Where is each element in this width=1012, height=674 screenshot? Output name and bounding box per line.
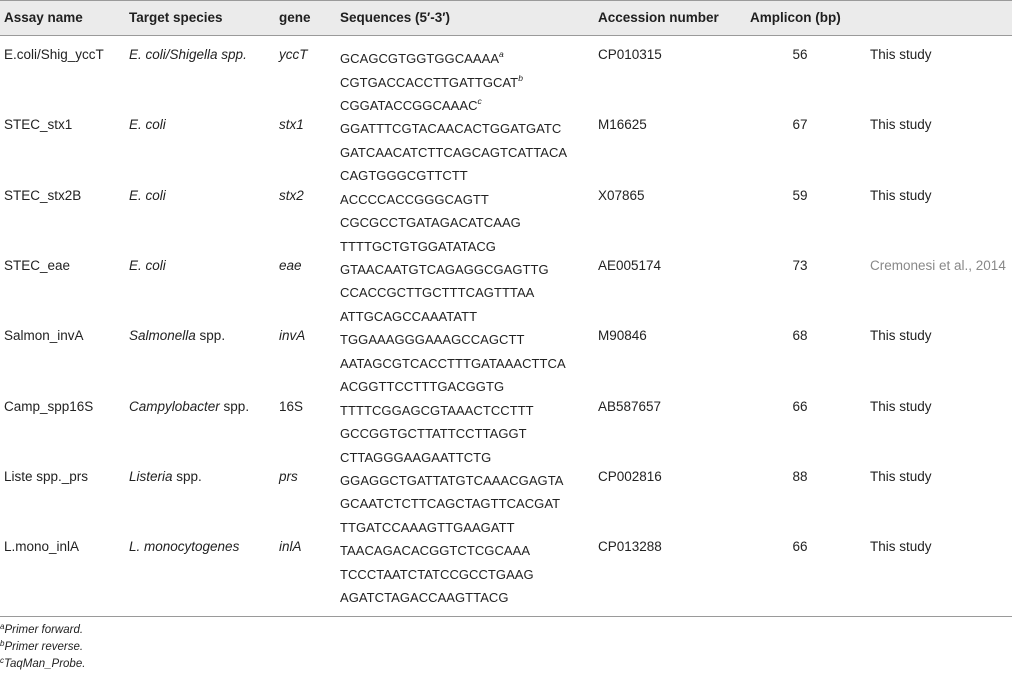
sequence-text: GTAACAATGTCAGAGGCGAGTTG — [340, 261, 549, 277]
target-suffix: spp. — [172, 468, 202, 484]
sequence-text: ATTGCAGCCAAATATT — [340, 308, 478, 324]
target-species: E. coli — [129, 187, 166, 203]
footnote-b-mark: b — [0, 639, 5, 648]
sequence-text: CGCGCCTGATAGACATCAAG — [340, 215, 521, 231]
header-accession-number: Accession number — [598, 10, 719, 25]
gene: stx2 — [279, 187, 304, 203]
sequence-line — [340, 281, 549, 305]
sequence-line — [340, 492, 563, 516]
header-gene: gene — [279, 10, 311, 25]
sequence-text: GCAGCGTGGTGGCAAAA — [340, 51, 500, 66]
reference: This study — [870, 328, 932, 344]
sequence-line — [340, 117, 567, 141]
sequence-line — [340, 399, 534, 423]
sequence-line — [340, 211, 521, 235]
header-assay-name: Assay name — [4, 10, 83, 25]
gene: inlA — [279, 539, 302, 555]
sequence-text: TTTTCGGAGCGTAAACTCCTTT — [340, 402, 534, 418]
target-species: E. coli — [129, 117, 166, 133]
gene: invA — [279, 328, 306, 344]
accession-number: AB587657 — [598, 398, 662, 414]
sequence-text: TGGAAAGGGAAAGCCAGCTT — [340, 332, 525, 348]
sequence-text: GGATTTCGTACAACACTGGATGATC — [340, 121, 562, 137]
sequence-line — [340, 71, 523, 95]
accession-number: CP002816 — [598, 468, 662, 484]
sequence-text: AATAGCGTCACCTTTGATAAACTTCA — [340, 355, 566, 371]
sequence-text: GCCGGTGCTTATTCCTTAGGT — [340, 426, 527, 441]
sequence-footnote-mark: a — [499, 49, 504, 59]
target-genus: Campylobacter — [129, 398, 220, 414]
sequence-line — [340, 47, 523, 71]
reference: This study — [870, 398, 932, 414]
header-target-species: Target species — [129, 10, 223, 25]
assay-name: Camp_spp16S — [4, 398, 94, 414]
table-row — [0, 458, 1012, 535]
footnote-c-mark: c — [0, 656, 4, 665]
sequence-line — [340, 539, 534, 563]
target-suffix: spp. — [219, 398, 250, 414]
footnote-a-mark: a — [0, 622, 5, 631]
sequence-text: GGAGGCTGATTATGTCAAACGAGTA — [340, 472, 564, 488]
table-row — [0, 247, 1012, 324]
target-genus: Salmonella — [129, 328, 196, 344]
reference: This study — [870, 117, 932, 133]
reference: This study — [870, 47, 932, 62]
sequence-text: CAGTGGGCGTTCTT — [340, 168, 468, 184]
target-genus: Listeria — [129, 468, 173, 484]
sequences — [340, 539, 534, 610]
sequence-text: GATCAACATCTTCAGCAGTCATTACA — [340, 144, 568, 160]
amplicon-size: 56 — [792, 47, 808, 62]
gene: 16S — [279, 398, 304, 414]
sequence-text: TTTTGCTGTGGATATACG — [340, 238, 496, 254]
table-bottom-rule — [0, 616, 1012, 617]
target-species: E. coli — [129, 257, 166, 273]
sequence-line — [340, 563, 534, 587]
footnote-a-text: Primer forward. — [4, 624, 84, 636]
table-row — [0, 388, 1012, 465]
sequence-text: GCAATCTCTTCAGCTAGTTCACGAT — [340, 496, 561, 512]
footnote-a — [0, 624, 83, 636]
reference: This study — [870, 468, 932, 484]
amplicon-size: 66 — [792, 398, 808, 414]
accession-number: CP010315 — [598, 47, 662, 62]
assay-name: Salmon_invA — [4, 328, 84, 344]
assay-name: STEC_stx1 — [4, 117, 73, 133]
reference: This study — [870, 187, 932, 203]
amplicon-size: 66 — [792, 539, 808, 555]
target-suffix: spp. — [195, 328, 226, 344]
table-row — [0, 177, 1012, 254]
accession-number: CP013288 — [598, 539, 662, 555]
assay-name: E.coli/Shig_yccT — [4, 47, 104, 62]
sequence-text: AGATCTAGACCAAGTTACG — [340, 590, 509, 606]
accession-number: M90846 — [598, 328, 647, 344]
sequence-line — [340, 469, 563, 493]
accession-number: X07865 — [598, 187, 645, 203]
target-species — [129, 399, 249, 414]
target-species: E. coli/Shigella spp. — [129, 47, 247, 62]
footnote-b-text: Primer reverse. — [4, 641, 84, 653]
reference: This study — [870, 539, 932, 555]
assay-name: Liste spp._prs — [4, 468, 89, 484]
sequence-line — [340, 352, 566, 376]
reference: Cremonesi et al., 2014 — [870, 257, 1006, 273]
table-row — [0, 528, 1012, 606]
gene: stx1 — [279, 117, 304, 133]
sequence-text: TCCCTAATCTATCCGCCTGAAG — [340, 566, 534, 582]
sequence-line — [340, 188, 521, 212]
amplicon-size: 59 — [792, 187, 808, 203]
table-row — [0, 106, 1012, 184]
header-amplicon: Amplicon (bp) — [750, 10, 841, 25]
sequence-text: ACGGTTCCTTTGACGGTG — [340, 379, 505, 395]
sequence-text: TAACAGACACGGTCTCGCAAA — [340, 543, 531, 559]
table-row — [0, 36, 1012, 113]
amplicon-size: 73 — [792, 257, 808, 273]
sequence-footnote-mark: c — [477, 96, 482, 106]
sequence-text: CGGATACCGGCAAAC — [340, 98, 478, 113]
target-species — [129, 328, 225, 343]
header-sequences: Sequences (5′-3′) — [340, 10, 451, 25]
sequence-line — [340, 258, 549, 282]
assay-name: STEC_stx2B — [4, 187, 82, 203]
accession-number: M16625 — [598, 117, 647, 133]
sequence-line — [340, 328, 566, 352]
footnote-b — [0, 641, 83, 653]
target-species: L. monocytogenes — [129, 539, 240, 555]
assay-name: L.mono_inlA — [4, 539, 80, 555]
sequence-footnote-mark: b — [518, 72, 523, 83]
amplicon-size: 67 — [792, 117, 808, 133]
assay-name: STEC_eae — [4, 257, 71, 273]
sequence-text: CCACCGCTTGCTTTCAGTTTAA — [340, 285, 535, 301]
target-species — [129, 469, 202, 484]
amplicon-size: 88 — [792, 468, 808, 484]
gene: eae — [279, 257, 302, 273]
sequence-text: ACCCCACCGGGCAGTT — [340, 191, 489, 207]
footnote-c-text: TaqMan_Probe. — [4, 658, 86, 670]
sequence-text: TTGATCCAAAGTTGAAGATT — [340, 519, 515, 535]
footnote-c — [0, 658, 85, 670]
sequence-line — [340, 141, 567, 165]
table-row — [0, 317, 1012, 395]
table-header — [0, 0, 1012, 36]
sequence-text: CGTGACCACCTTGATTGCAT — [340, 74, 519, 90]
sequence-line — [340, 422, 534, 446]
amplicon-size: 68 — [792, 328, 808, 344]
gene: prs — [279, 468, 298, 484]
gene: yccT — [279, 47, 308, 62]
accession-number: AE005174 — [598, 257, 662, 273]
sequence-line — [340, 586, 534, 610]
sequence-text: CTTAGGGAAGAATTCTG — [340, 449, 492, 465]
